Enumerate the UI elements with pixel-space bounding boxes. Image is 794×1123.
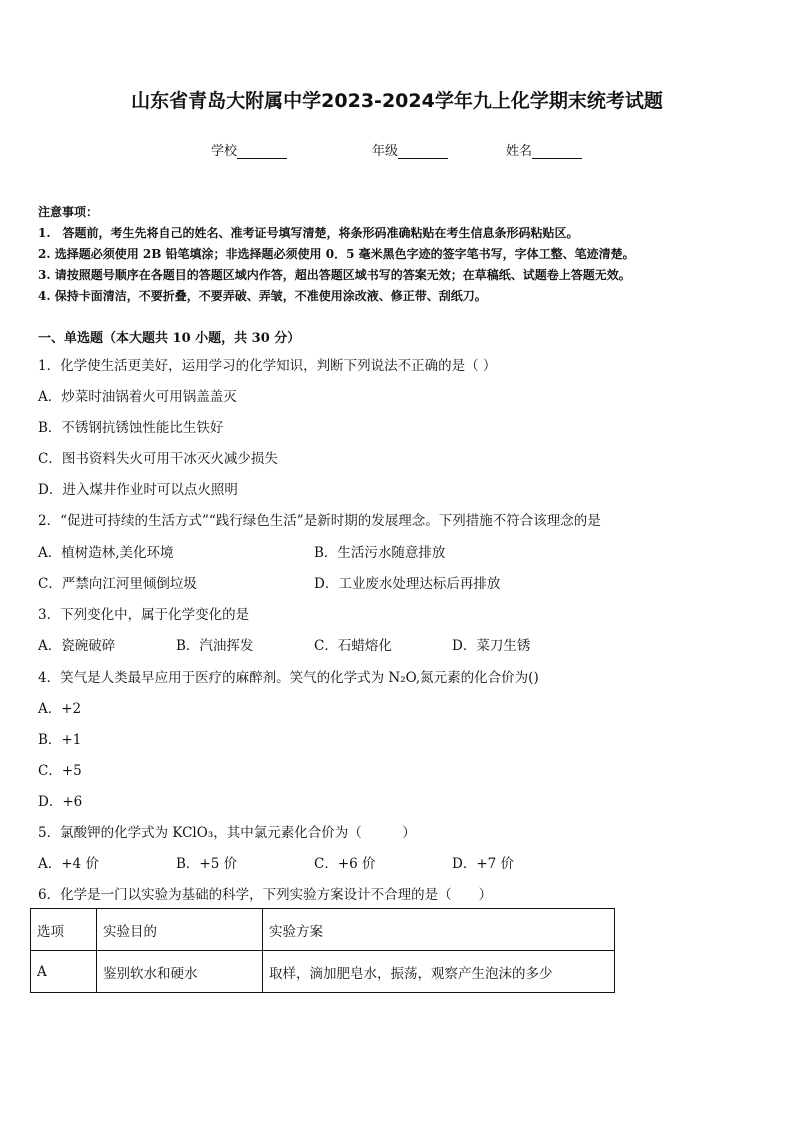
q5-option-d[interactable]: D．+7 价 — [452, 856, 515, 872]
table-header-cell: 实验目的 — [97, 909, 263, 951]
q1-option-d[interactable]: D．进入煤井作业时可以点火照明 — [38, 482, 238, 498]
grade-blank[interactable] — [398, 144, 448, 159]
q5-option-c[interactable]: C．+6 价 — [314, 856, 376, 872]
q2-option-c[interactable]: C．严禁向江河里倾倒垃圾 — [38, 576, 197, 592]
question-3-stem: 3．下列变化中，属于化学变化的是 — [38, 607, 250, 623]
exam-title: 山东省青岛大附属中学2023-2024学年九上化学期末统考试题 — [131, 90, 663, 112]
q5-option-b[interactable]: B．+5 价 — [176, 856, 238, 872]
notice-heading: 注意事项： — [38, 205, 99, 219]
q4-option-a[interactable]: A．+2 — [38, 701, 82, 717]
q2-option-d[interactable]: D．工业废水处理达标后再排放 — [314, 576, 501, 592]
q1-option-b[interactable]: B．不锈钢抗锈蚀性能比生铁好 — [38, 420, 224, 436]
q2-option-b[interactable]: B．生活污水随意排放 — [314, 545, 446, 561]
table-header-cell: 选项 — [31, 909, 97, 951]
school-label: 学校 — [211, 144, 238, 159]
notice-item: 2. 选择题必须使用 2B 铅笔填涂；非选择题必须使用 0．5 毫米黑色字迹的签字笔书写，字体工整、笔迹清楚。 — [38, 247, 635, 261]
question-1-stem: 1．化学使生活更美好，运用学习的化学知识，判断下列说法不正确的是（ ） — [38, 358, 497, 374]
name-field — [506, 140, 582, 159]
question-4-stem: 4．笑气是人类最早应用于医疗的麻醉剂。笑气的化学式为 N₂O,氮元素的化合价为() — [38, 670, 539, 686]
q3-option-b[interactable]: B．汽油挥发 — [176, 638, 254, 654]
question-5-stem: 5．氯酸钾的化学式为 KClO₃，其中氯元素化合价为（ ） — [38, 825, 416, 841]
notice-item: 3. 请按照题号顺序在各题目的答题区域内作答，超出答题区域书写的答案无效；在草稿纸、试题卷上答题无效。 — [38, 268, 631, 282]
name-blank[interactable] — [532, 144, 582, 159]
table-cell: A — [31, 951, 97, 993]
q3-option-c[interactable]: C．石蜡熔化 — [314, 638, 392, 654]
q5-option-a[interactable]: A．+4 价 — [38, 856, 99, 872]
question-6-stem: 6．化学是一门以实验为基础的科学，下列实验方案设计不合理的是（ ） — [38, 887, 493, 903]
school-blank[interactable] — [237, 144, 287, 159]
table-row — [31, 951, 615, 993]
table-cell: 鉴别软水和硬水 — [97, 951, 263, 993]
notice-item: 4. 保持卡面清洁，不要折叠，不要弄破、弄皱，不准使用涂改液、修正带、刮纸刀。 — [38, 289, 487, 303]
q1-option-a[interactable]: A．炒菜时油锅着火可用锅盖盖灭 — [38, 389, 237, 405]
table-header-cell: 实验方案 — [263, 909, 615, 951]
notice-item: 1. 答题前，考生先将自己的姓名、准考证号填写清楚，将条形码准确粘贴在考生信息条形码粘贴区。 — [38, 226, 579, 240]
grade-field — [372, 140, 448, 159]
school-field — [211, 140, 287, 159]
grade-label: 年级 — [372, 144, 399, 159]
q4-option-b[interactable]: B．+1 — [38, 732, 82, 748]
table-cell: 取样，滴加肥皂水，振荡，观察产生泡沫的多少 — [263, 951, 615, 993]
q3-option-d[interactable]: D．菜刀生锈 — [452, 638, 531, 654]
name-label: 姓名 — [506, 144, 533, 159]
q2-option-a[interactable]: A．植树造林,美化环境 — [38, 545, 174, 561]
q1-option-c[interactable]: C．图书资料失火可用干冰灭火减少损失 — [38, 451, 278, 467]
q3-option-a[interactable]: A．瓷碗破碎 — [38, 638, 116, 654]
section-title: 一、单选题（本大题共 10 小题，共 30 分） — [38, 331, 301, 346]
experiment-table — [30, 908, 615, 993]
question-2-stem: 2．“促进可持续的生活方式”“践行绿色生活”是新时期的发展理念。下列措施不符合该理念的是 — [38, 513, 601, 529]
q4-option-d[interactable]: D．+6 — [38, 794, 83, 810]
q4-option-c[interactable]: C．+5 — [38, 763, 82, 779]
table-header-row — [31, 909, 615, 951]
